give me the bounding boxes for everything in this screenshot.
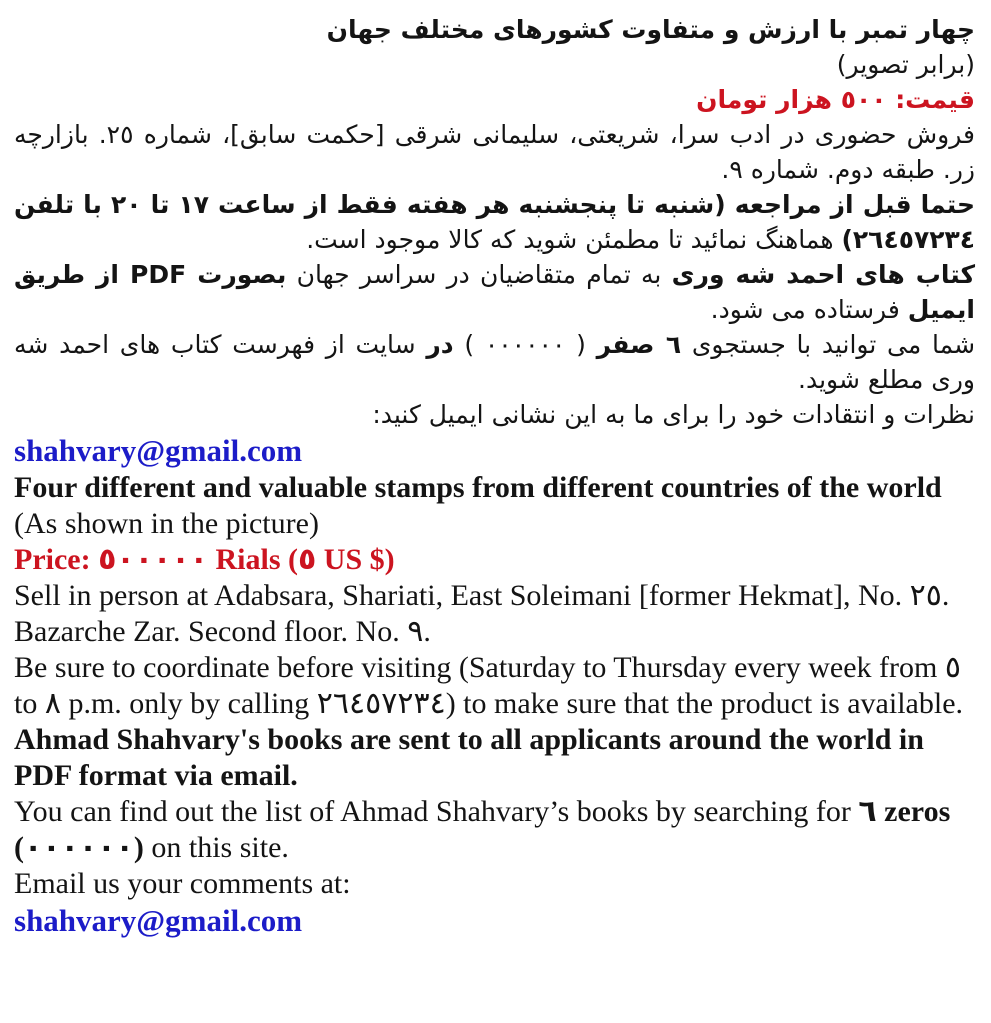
- fa-search-paragraph: [14, 327, 975, 397]
- fa-books-regular-segment-1: به تمام متقاضیان در سراسر جهان: [286, 260, 672, 289]
- email-link-middle[interactable]: shahvary@gmail.com: [14, 433, 303, 468]
- en-price: Price: ٥٠٠٠٠٠ Rials (٥ US $): [14, 543, 395, 576]
- en-sell-paragraph: Sell in person at Adabsara, Shariati, East Soleimani [former Hekmat], No. ٢٥. Bazarche Zar. Second floor. No. ٩.: [14, 579, 950, 648]
- en-books-paragraph: Ahmad Shahvary's books are sent to all applicants around the world in PDF format via email.: [14, 723, 924, 792]
- fa-search-dar-segment: در: [426, 330, 454, 359]
- fa-comments-prompt: نظرات و انتقادات خود را برای ما به این نشانی ایمیل کنید:: [372, 400, 975, 429]
- fa-search-regular-segment-3: سایت از فهرست کتاب های احمد شه وری مطلع شوید.: [14, 330, 975, 394]
- fa-search-zeros-segment: ٦ صفر: [596, 330, 682, 359]
- fa-title: چهار تمبر با ارزش و متفاوت کشورهای مختلف جهان: [326, 15, 975, 44]
- en-find-regular-segment-2: on this site.: [143, 831, 289, 864]
- email-link-bottom[interactable]: shahvary@gmail.com: [14, 903, 303, 938]
- fa-books-author-segment: کتاب های احمد شه وری: [671, 260, 975, 289]
- fa-address: فروش حضوری در ادب سرا، شریعتی، سلیمانی شرقی [حکمت سابق]، شماره ٢٥. بازارچه زر. طبقه دوم. شماره ٩.: [14, 120, 975, 184]
- fa-price: قیمت: ٥٠٠ هزار تومان: [696, 85, 975, 114]
- en-find-zeros-segment: ٦ zeros (٠٠٠٠٠٠): [14, 795, 951, 864]
- persian-section: [14, 12, 975, 432]
- fa-visit-regular-segment: هماهنگ نمائید تا مطمئن شوید که کالا موجود است.: [306, 225, 842, 254]
- fa-search-regular-segment-1: شما می توانید با جستجوی: [681, 330, 976, 359]
- en-subtitle: (As shown in the picture): [14, 507, 319, 540]
- fa-search-regular-segment-2: ( ٠٠٠٠٠٠ ): [453, 330, 597, 359]
- en-coordinate-paragraph: Be sure to coordinate before visiting (Saturday to Thursday every week from ٥ to ٨ p.m. only by calling ٢٦٤٥٧٢٣٤) to make sure that the product is available.: [14, 651, 964, 720]
- en-email-prompt: Email us your comments at:: [14, 867, 351, 900]
- fa-books-pdf-segment: بصورت PDF از طریق ایمیل: [14, 260, 975, 324]
- fa-books-regular-segment-2: فرستاده می شود.: [710, 295, 908, 324]
- fa-books-paragraph: [14, 257, 975, 327]
- en-find-paragraph: [14, 794, 975, 866]
- fa-subtitle: (برابر تصویر): [836, 50, 975, 79]
- fa-visit-note: [14, 187, 975, 257]
- fa-visit-bold-segment: حتما قبل از مراجعه (شنبه تا پنجشنبه هر هفته فقط از ساعت ١٧ تا ٢٠ با تلفن ٢٦٤٥٧٢٣٤): [14, 190, 976, 254]
- en-title: Four different and valuable stamps from different countries of the world: [14, 471, 942, 504]
- en-find-regular-segment-1: You can find out the list of Ahmad Shahvary’s books by searching for: [14, 795, 859, 828]
- english-section: [14, 432, 975, 940]
